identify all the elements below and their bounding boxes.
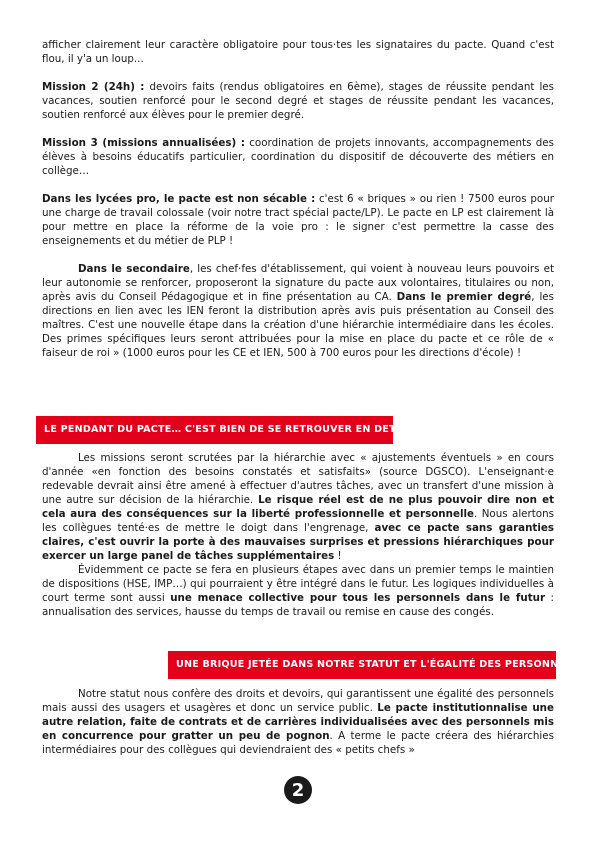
section2-p1a: Les missions seront scrutées par la hiérarchie avec « ajustements éventuels » en cours d'année «en fonction des besoins constatés et satisfaits» (source DGSCO). L'enseignant·e redevable devrait ainsi être amené à effectuer d'autres tâches, avec un transfert d'une mission à une autre sur décision de la hiérarchie.	[42, 452, 554, 506]
mission3-text: coordination de projets innovants, accompagnements des élèves à besoins éducatifs particulier, coordination du dispositif de découverte des métiers en collège…	[42, 137, 554, 177]
lp-text: c'est 6 « briques » ou rien ! 7500 euros pour une charge de travail colossale (voir notre tract spécial pacte/LP). Le pacte en LP est clairement là pour mettre en place la réforme de la voie pro : le signer c'est permettre la casse des enseignements et du métier de PLP !	[42, 193, 554, 247]
section2-p2c: : annualisation des services, hausse du temps de travail ou remise en cause des congés.	[42, 592, 555, 618]
section3-paragraph1	[42, 687, 554, 757]
secondaire-paragraph	[42, 262, 554, 360]
section2-p2b: une menace collective pour tous les personnels dans le futur	[170, 592, 546, 604]
secondaire-title: Dans le secondaire	[78, 263, 190, 275]
premier-degre-title: Dans le premier degré	[396, 291, 532, 303]
section2-p1c: . Nous alertons les collègues tenté·es de mettre le doigt dans l'engrenage,	[42, 508, 554, 534]
section-banner-dette: LE PENDANT DU PACTE… C'EST BIEN DE SE RETROUVER EN DETTE !	[36, 416, 393, 444]
section2-paragraph2	[42, 563, 554, 619]
section2-p1e: !	[334, 550, 342, 562]
intro-text: afficher clairement leur caractère obligatoire pour tous·tes les signataires du pacte. Quand c'est flou, il y'a un loup...	[42, 39, 554, 65]
section-banner-statut: UNE BRIQUE JETÉE DANS NOTRE STATUT ET L'ÉGALITÉ DES PERSONNELS !	[168, 651, 556, 679]
section3-p1a: Notre statut nous confère des droits et devoirs, qui garantissent une égalité des personnels mais aussi des usagers et usagères et donc un service public.	[42, 688, 554, 714]
mission3-title: Mission 3 (missions annualisées) :	[42, 137, 245, 149]
lp-title: Dans les lycées pro, le pacte est non sécable :	[42, 193, 316, 205]
premier-degre-text: , les directions en lien avec les IEN feront la distribution après avis puis présentation au Conseil des maîtres. C'est une nouvelle étape dans la création d'une hiérarchie intermédiaire dans les écoles. Des primes spécifiques leurs seront attribuées pour la mise en place du pacte et ce rôle de « faiseur de roi » (1000 euros pour les CE et IEN, 500 à 700 euros pour les directions d'école) !	[42, 291, 555, 359]
secondaire-text: , les chef·fes d'établissement, qui voient à nouveau leurs pouvoirs et leur autonomie se renforcer, proposeront la signature du pacte aux volontaires, titulaires ou non, après avis du Conseil Pédagogique et in fine présentation au CA.	[42, 263, 554, 303]
section2-p1d: avec ce pacte sans garanties claires, c'est ouvrir la porte à des mauvaises surprises et pressions hiérarchiques pour exercer un large panel de tâches supplémentaires	[42, 522, 554, 562]
section2-p1b: Le risque réel est de ne plus pouvoir dire non et cela aura des conséquences sur la liberté professionnelle et personnelle	[42, 494, 554, 520]
section3-text-block	[42, 687, 554, 757]
mission3-paragraph	[42, 136, 554, 178]
section2-paragraph1	[42, 451, 554, 563]
main-text-block	[42, 38, 554, 360]
section3-p1b: Le pacte institutionnalise une autre relation, faite de contrats et de carrières individualisées avec des personnels mis en concurrence pour gratter un peu de pognon	[42, 702, 554, 742]
intro-paragraph	[42, 38, 554, 66]
section2-p2a: Évidemment ce pacte se fera en plusieurs étapes avec dans un premier temps le maintien de dispositions (HSE, IMP…) qui pourraient y être intégré dans le futur. Les logiques individuelles à court terme sont aussi	[42, 564, 554, 604]
mission2-paragraph	[42, 80, 554, 122]
section2-text-block	[42, 451, 554, 619]
mission2-title: Mission 2 (24h) :	[42, 81, 145, 93]
lp-paragraph	[42, 192, 554, 248]
section3-p1c: . A terme le pacte créera des hiérarchies intermédiaires pour des collègues qui deviendraient des « petits chefs »	[42, 730, 554, 756]
page-number: 2	[284, 776, 312, 804]
mission2-text: devoirs faits (rendus obligatoires en 6ème), stages de réussite pendant les vacances, soutien renforcé pour le second degré et stages de réussite pendant les vacances, soutien renforcé aux élèves pour le premier degré.	[42, 81, 555, 121]
